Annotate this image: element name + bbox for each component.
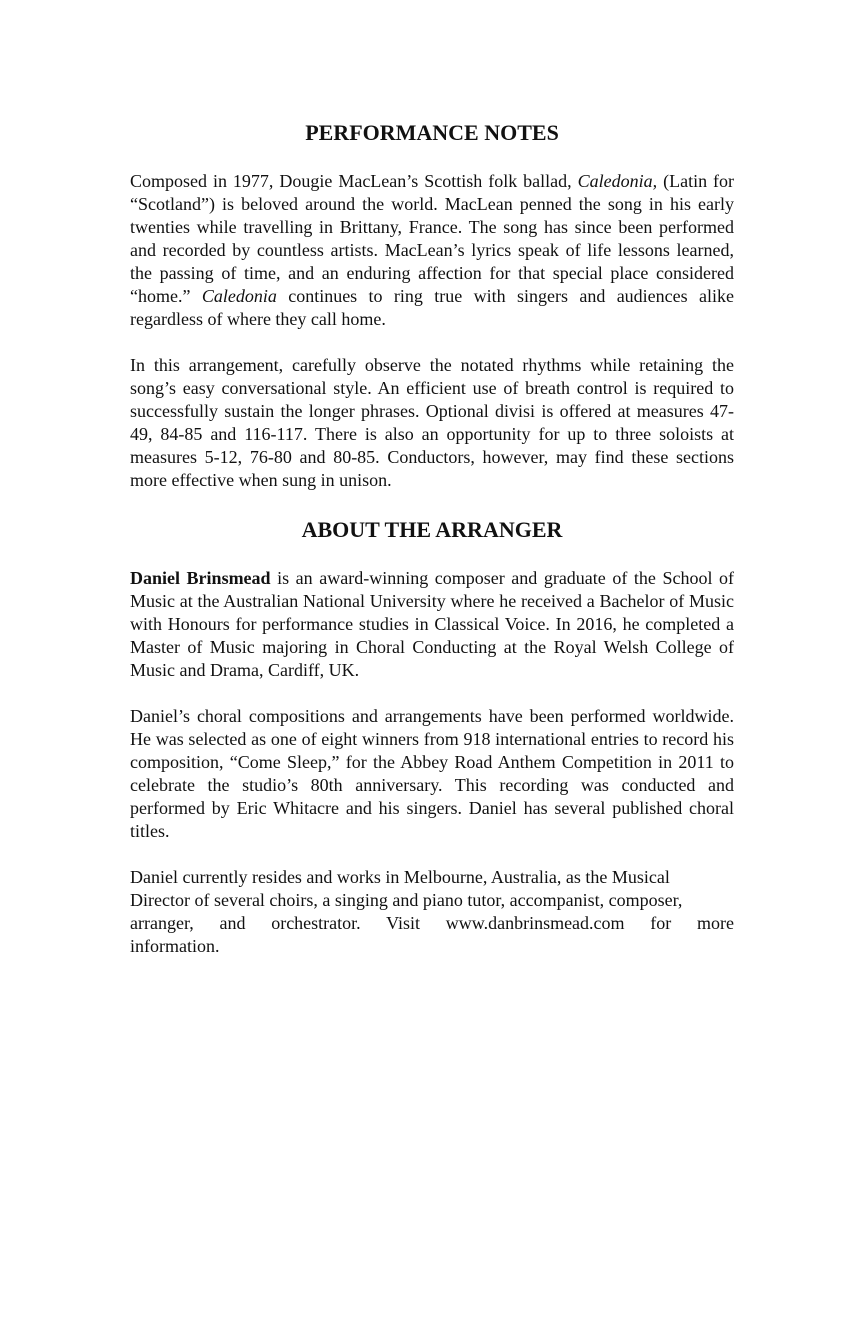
p1-text-a: Composed in 1977, Dougie MacLean’s Scottish folk ballad, xyxy=(130,171,578,191)
arranger-name: Daniel Brinsmead xyxy=(130,568,271,588)
about-arranger-paragraph-1 xyxy=(130,567,734,682)
p1-text-c: continues to ring true with singers and audiences alike regardless of where they call home. xyxy=(130,286,734,329)
performance-notes-heading: PERFORMANCE NOTES xyxy=(305,120,559,145)
performance-notes-paragraph-2: In this arrangement, carefully observe the notated rhythms while retaining the song’s easy conversational style. An efficient use of breath control is required to successfully sustain the longer phrases. Optional divisi is offered at measures 47-49, 84-85 and 116-117. There is also an opportunity for up to three soloists at measures 5-12, 76-80 and 80-85. Conductors, however, may find these sections more effective when sung in unison. xyxy=(130,355,734,490)
about-arranger-heading: ABOUT THE ARRANGER xyxy=(301,517,563,542)
arranger-bio-text: is an award-winning composer and graduate of the School of Music at the Australian National University where he received a Bachelor of Music with Honours for performance studies in Classical Voice. In 2016, he completed a Master of Music majoring in Choral Conducting at the Royal Welsh College of Music and Drama, Cardiff, UK. xyxy=(130,568,734,680)
caledonia-title: Caledonia, xyxy=(577,171,658,191)
about-arranger-paragraph-2: Daniel’s choral compositions and arrangements have been performed worldwide. He was selected as one of eight winners from 918 international entries to record his composition, “Come Sleep,” for the Abbey Road Anthem Competition in 2011 to celebrate the studio’s 80th anniversary. This recording was conducted and performed by Eric Whitacre and his singers. Daniel has several published choral titles. xyxy=(130,706,734,841)
caledonia-title-2: Caledonia xyxy=(201,286,277,306)
about-arranger-p3-last-word: information. xyxy=(130,936,220,956)
about-arranger-paragraph-3 xyxy=(130,866,734,958)
document-page xyxy=(130,120,734,981)
performance-notes-paragraph-1 xyxy=(130,170,734,331)
p1-text-b: (Latin for “Scotland”) is beloved around the world. MacLean penned the song in his early twenties while travelling in Brittany, France. The song has since been performed and recorded by countless artists. MacLean’s lyrics speak of life lessons learned, the passing of time, and an enduring affection for that special place considered “home.” xyxy=(130,171,735,306)
about-arranger-p3-text: Daniel currently resides and works in Melbourne, Australia, as the Musical Director of several choirs, a singing and piano tutor, accompanist, composer, arranger, and orchestrator. Visit www.danbrinsmead.com for more xyxy=(130,867,734,933)
